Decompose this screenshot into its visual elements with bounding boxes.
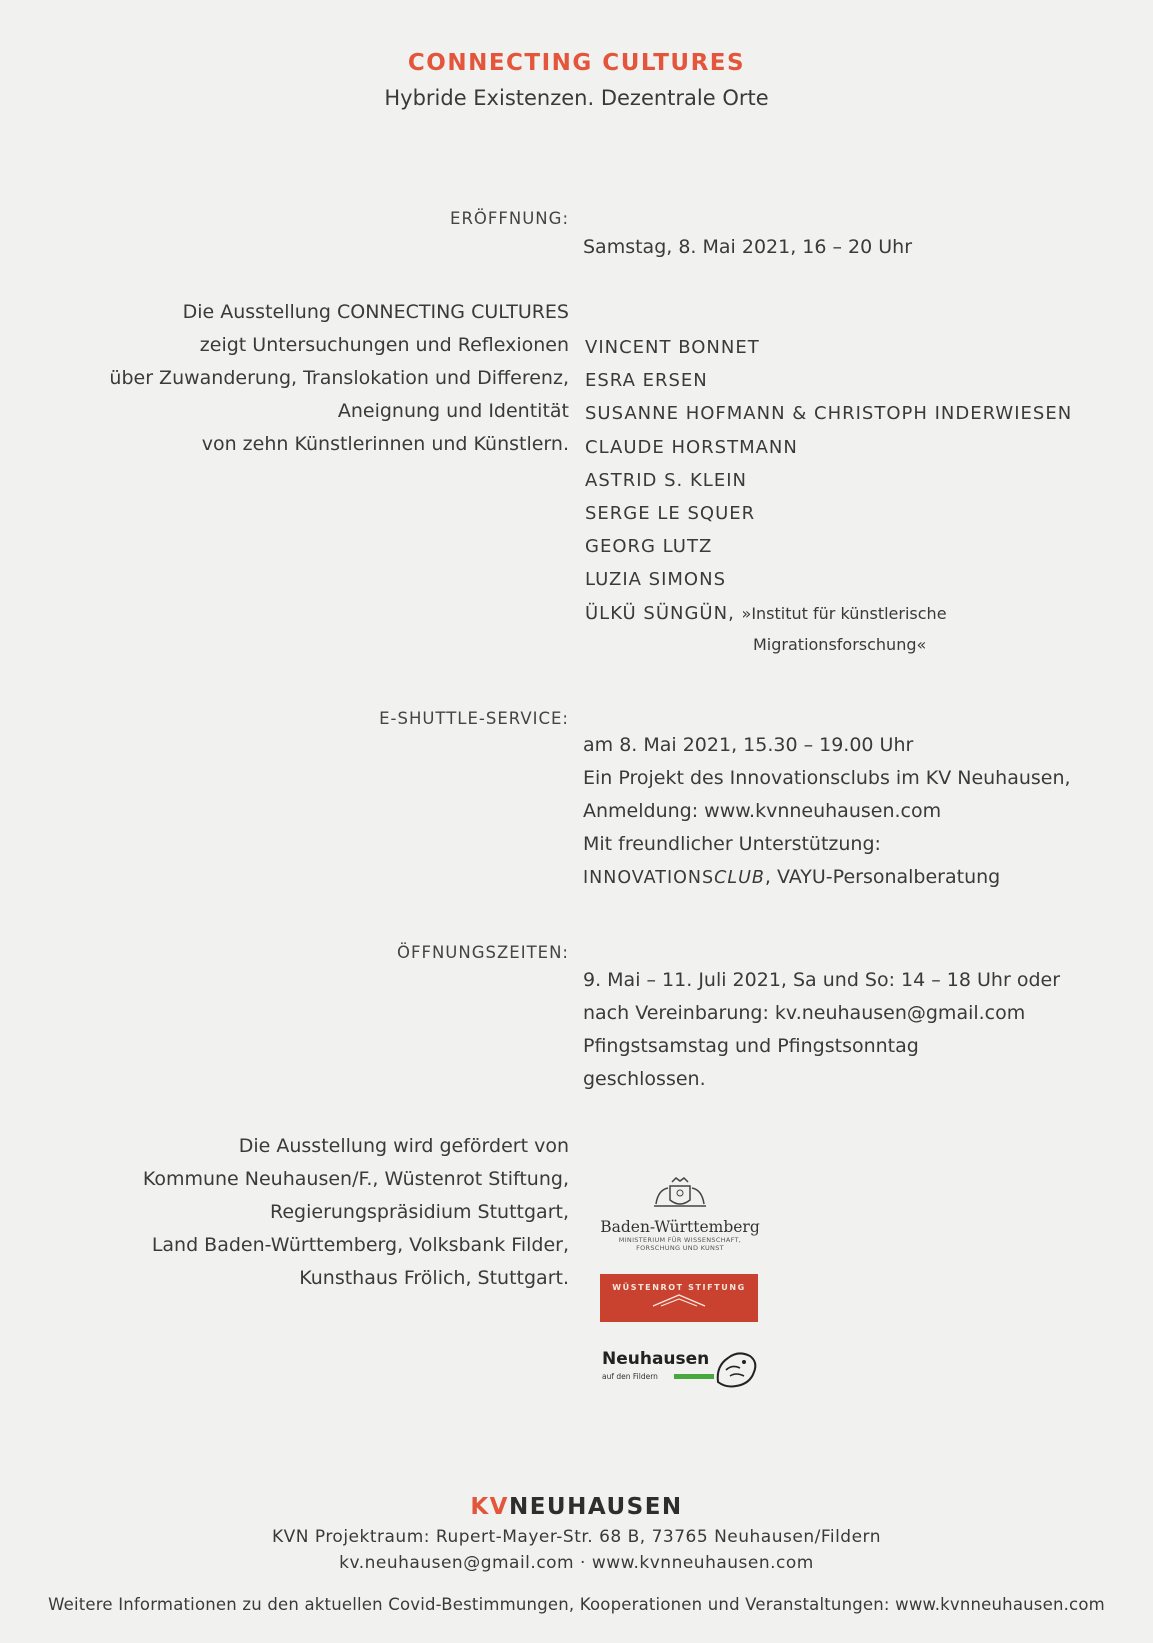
opening-label: ERÖFFNUNG:	[450, 209, 569, 228]
bw-sub: FORSCHUNG UND KUNST	[636, 1244, 724, 1252]
artist-name: ESRA ERSEN	[585, 370, 708, 392]
bw-sub: MINISTERIUM FÜR WISSENSCHAFT,	[618, 1236, 742, 1244]
intro-line: zeigt Untersuchungen und Reflexionen	[199, 334, 569, 356]
hours-line: Pfingstsamstag und Pfingstsonntag	[583, 1035, 919, 1057]
exhibition-subtitle: Hybride Existenzen. Dezentrale Orte	[384, 86, 769, 110]
hours-label: ÖFFNUNGSZEITEN:	[397, 943, 569, 962]
house-roof-icon	[649, 1292, 709, 1308]
shuttle-line: am 8. Mai 2021, 15.30 – 19.00 Uhr	[583, 734, 914, 756]
artist-name: LUZIA SIMONS	[585, 569, 726, 591]
artist-project-note: »Institut für künstlerische	[741, 603, 947, 623]
funding-line: Land Baden-Württemberg, Volksbank Filder,	[151, 1234, 569, 1256]
sponsor-caps: INNOVATIONS	[583, 868, 715, 888]
opening-date: Samstag, 8. Mai 2021, 16 – 20 Uhr	[583, 236, 913, 258]
hours-line: 9. Mai – 11. Juli 2021, Sa und So: 14 – 18 Uhr oder	[583, 969, 1061, 991]
wuestenrot-logo	[600, 1274, 758, 1322]
artist-name: GEORG LUTZ	[585, 536, 713, 558]
lion-icon	[712, 1346, 760, 1390]
exhibition-title: CONNECTING CULTURES	[407, 50, 746, 76]
funding-line: Kommune Neuhausen/F., Wüstenrot Stiftung,	[142, 1168, 569, 1190]
sponsor-rest: , VAYU-Personalberatung	[764, 866, 1001, 888]
footer-address: KVN Projektraum: Rupert-Mayer-Str. 68 B, 73765 Neuhausen/Fildern	[271, 1527, 882, 1547]
coat-of-arms-icon	[648, 1172, 712, 1212]
footer-info: Weitere Informationen zu den aktuellen Covid-Bestimmungen, Kooperationen und Veranstaltungen: www.kvnneuhausen.com	[48, 1595, 1105, 1614]
shuttle-info	[583, 729, 1071, 895]
kvneuhausen-brand	[0, 1494, 1153, 1520]
intro-line: über Zuwanderung, Translokation und Differenz,	[109, 367, 569, 389]
shuttle-line: Anmeldung: www.kvnneuhausen.com	[583, 800, 942, 822]
artist-name: CLAUDE HORSTMANN	[585, 436, 798, 458]
artist-name: SERGE LE SQUER	[585, 503, 756, 525]
funding-text	[143, 1130, 569, 1295]
artist-name: ASTRID S. KLEIN	[585, 469, 747, 491]
bw-name: Baden-Württemberg	[600, 1218, 760, 1236]
artist-project-note-cont: Migrationsforschung«	[753, 634, 927, 654]
intro-text	[109, 296, 569, 461]
shuttle-line: Ein Projekt des Innovationsclubs im KV Neuhausen,	[583, 767, 1071, 789]
funding-line: Regierungspräsidium Stuttgart,	[270, 1201, 569, 1223]
artist-name-last	[585, 597, 1072, 630]
intro-line: von zehn Künstlerinnen und Künstlern.	[201, 433, 569, 455]
funding-line: Kunsthaus Frölich, Stuttgart.	[299, 1267, 569, 1289]
intro-line: Die Ausstellung CONNECTING CULTURES	[182, 301, 569, 323]
hours-line: nach Vereinbarung: kv.neuhausen@gmail.com	[583, 1002, 1026, 1024]
nh-name: Neuhausen	[602, 1349, 710, 1369]
intro-line: Aneignung und Identität	[337, 400, 569, 422]
footer-contact: kv.neuhausen@gmail.com · www.kvnneuhausen.com	[339, 1553, 814, 1573]
hours-info	[583, 964, 1060, 1096]
shuttle-sponsors	[583, 861, 1071, 895]
ws-name: WÜSTENROT STIFTUNG	[612, 1283, 746, 1292]
shuttle-label: E-SHUTTLE-SERVICE:	[379, 709, 569, 728]
artist-name: VINCENT BONNET	[585, 337, 760, 358]
sponsor-logos	[600, 1172, 765, 1394]
artist-list	[585, 331, 1072, 660]
baden-wuerttemberg-logo	[600, 1172, 760, 1252]
sponsor-italic: CLUB	[714, 868, 765, 888]
funding-line: Die Ausstellung wird gefördert von	[238, 1135, 569, 1157]
brand-kv: KV	[470, 1494, 509, 1520]
brand-rest: NEUHAUSEN	[508, 1494, 683, 1520]
hours-line: geschlossen.	[583, 1068, 706, 1090]
artist-name: ÜLKÜ SÜNGÜN,	[585, 602, 735, 624]
nh-sub: auf den Fildern	[602, 1372, 658, 1381]
artist-name: SUSANNE HOFMANN & CHRISTOPH INDERWIESEN	[585, 403, 1073, 425]
neuhausen-logo	[600, 1346, 760, 1394]
shuttle-line: Mit freundlicher Unterstützung:	[583, 833, 881, 855]
nh-green-bar	[674, 1374, 714, 1379]
